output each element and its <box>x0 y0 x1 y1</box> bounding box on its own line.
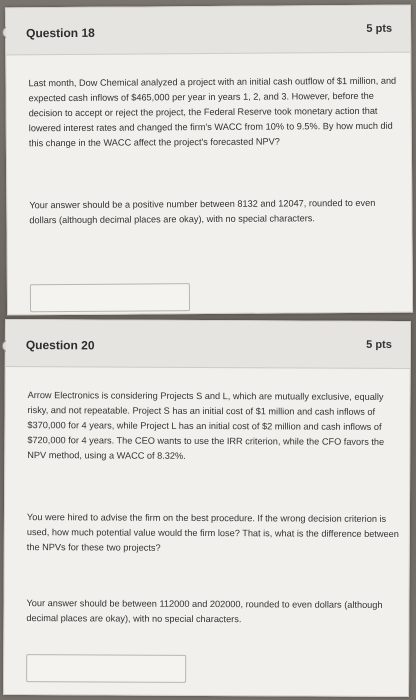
question-title: Question 20 <box>25 338 95 353</box>
answer-instruction: Your answer should be between 112000 and 202000, rounded to even dollars (although decimal places are okay), with no special characters. <box>26 598 383 625</box>
question-points: 5 pts <box>366 22 393 35</box>
question-header <box>6 6 410 56</box>
answer-input[interactable] <box>26 654 186 683</box>
question-text-followup: You were hired to advise the firm on the best procedure. If the wrong decision criterion is used, how much potential value would the firm lose? That is, what is the difference between the NPVs for these two projects? <box>26 512 399 553</box>
answer-input[interactable] <box>30 283 190 312</box>
question-header <box>6 320 410 369</box>
question-title: Question 18 <box>26 25 95 41</box>
answer-instruction: Your answer should be a positive number between 8132 and 12047, rounded to even dollars (although decimal places are okay), with no special characters. <box>29 197 376 226</box>
question-text: Last month, Dow Chemical analyzed a project with an initial cash outflow of $1 million, and expected cash inflows of $465,000 per year in years 1, 2, and 3. However, before the decision to accept or reject the project, the Federal Reserve took monetary action that lowered interest rates and changed the firm's WACC from 10% to 9.5%. By how much did this change in the WACC affect the project's forecasted NPV? <box>28 75 397 149</box>
question-card-20 <box>3 319 411 697</box>
question-text: Arrow Electronics is considering Projects S and L, which are mutually exclusive, equally risky, and not repeatable. Project S has an initial cost of $1 million and cash inflows of $370,000 for 4 years, while Project L has an initial cost of $2 million and cash inflows of $720,000 for 4 years. The CEO wants to use the IRR criterion, while the CFO favors the NPV method, using a WACC of 8.32%. <box>27 390 385 461</box>
question-points: 5 pts <box>366 338 392 351</box>
question-card-18 <box>5 5 413 316</box>
